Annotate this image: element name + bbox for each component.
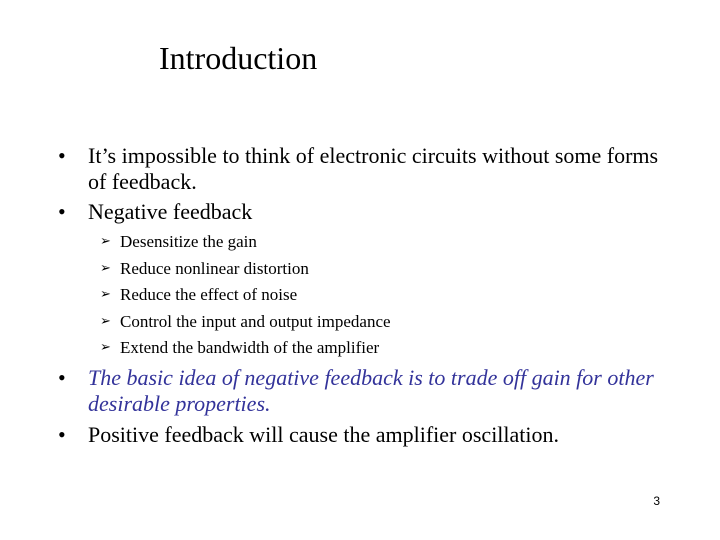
arrow-bullet-icon: ➢ (100, 260, 111, 276)
bullet-text: It’s impossible to think of electronic circuits without some forms of feedback. (88, 143, 659, 194)
sub-bullet-text: Extend the bandwidth of the amplifier (120, 338, 380, 357)
sub-bullet-text: Reduce the effect of noise (120, 285, 298, 304)
bullet-item (58, 422, 678, 448)
sub-bullet-text: Desensitize the gain (120, 232, 257, 251)
arrow-bullet-icon: ➢ (100, 287, 111, 302)
bullet-item-emphasis (58, 365, 678, 417)
bullet-dot-icon: • (58, 199, 66, 224)
bullet-item (58, 199, 678, 225)
bullet-dot-icon: • (58, 365, 66, 390)
sub-bullet-text: Reduce nonlinear distortion (120, 258, 309, 278)
bullet-dot-icon: • (58, 143, 66, 168)
arrow-bullet-icon: ➢ (100, 234, 111, 249)
bullet-item (58, 143, 678, 195)
bullet-text-emphasis: The basic idea of negative feedback is to trade off gain for other desirable properties. (88, 365, 654, 416)
slide-title: Introduction (159, 40, 318, 76)
bullet-text: Positive feedback will cause the amplifier oscillation. (88, 422, 560, 447)
arrow-bullet-icon: ➢ (100, 340, 111, 355)
bullet-text: Negative feedback (88, 199, 253, 224)
bullet-dot-icon: • (58, 422, 66, 447)
sub-bullet-text: Control the input and output impedance (120, 311, 391, 331)
page-number: 3 (653, 494, 660, 508)
arrow-bullet-icon: ➢ (100, 313, 111, 329)
